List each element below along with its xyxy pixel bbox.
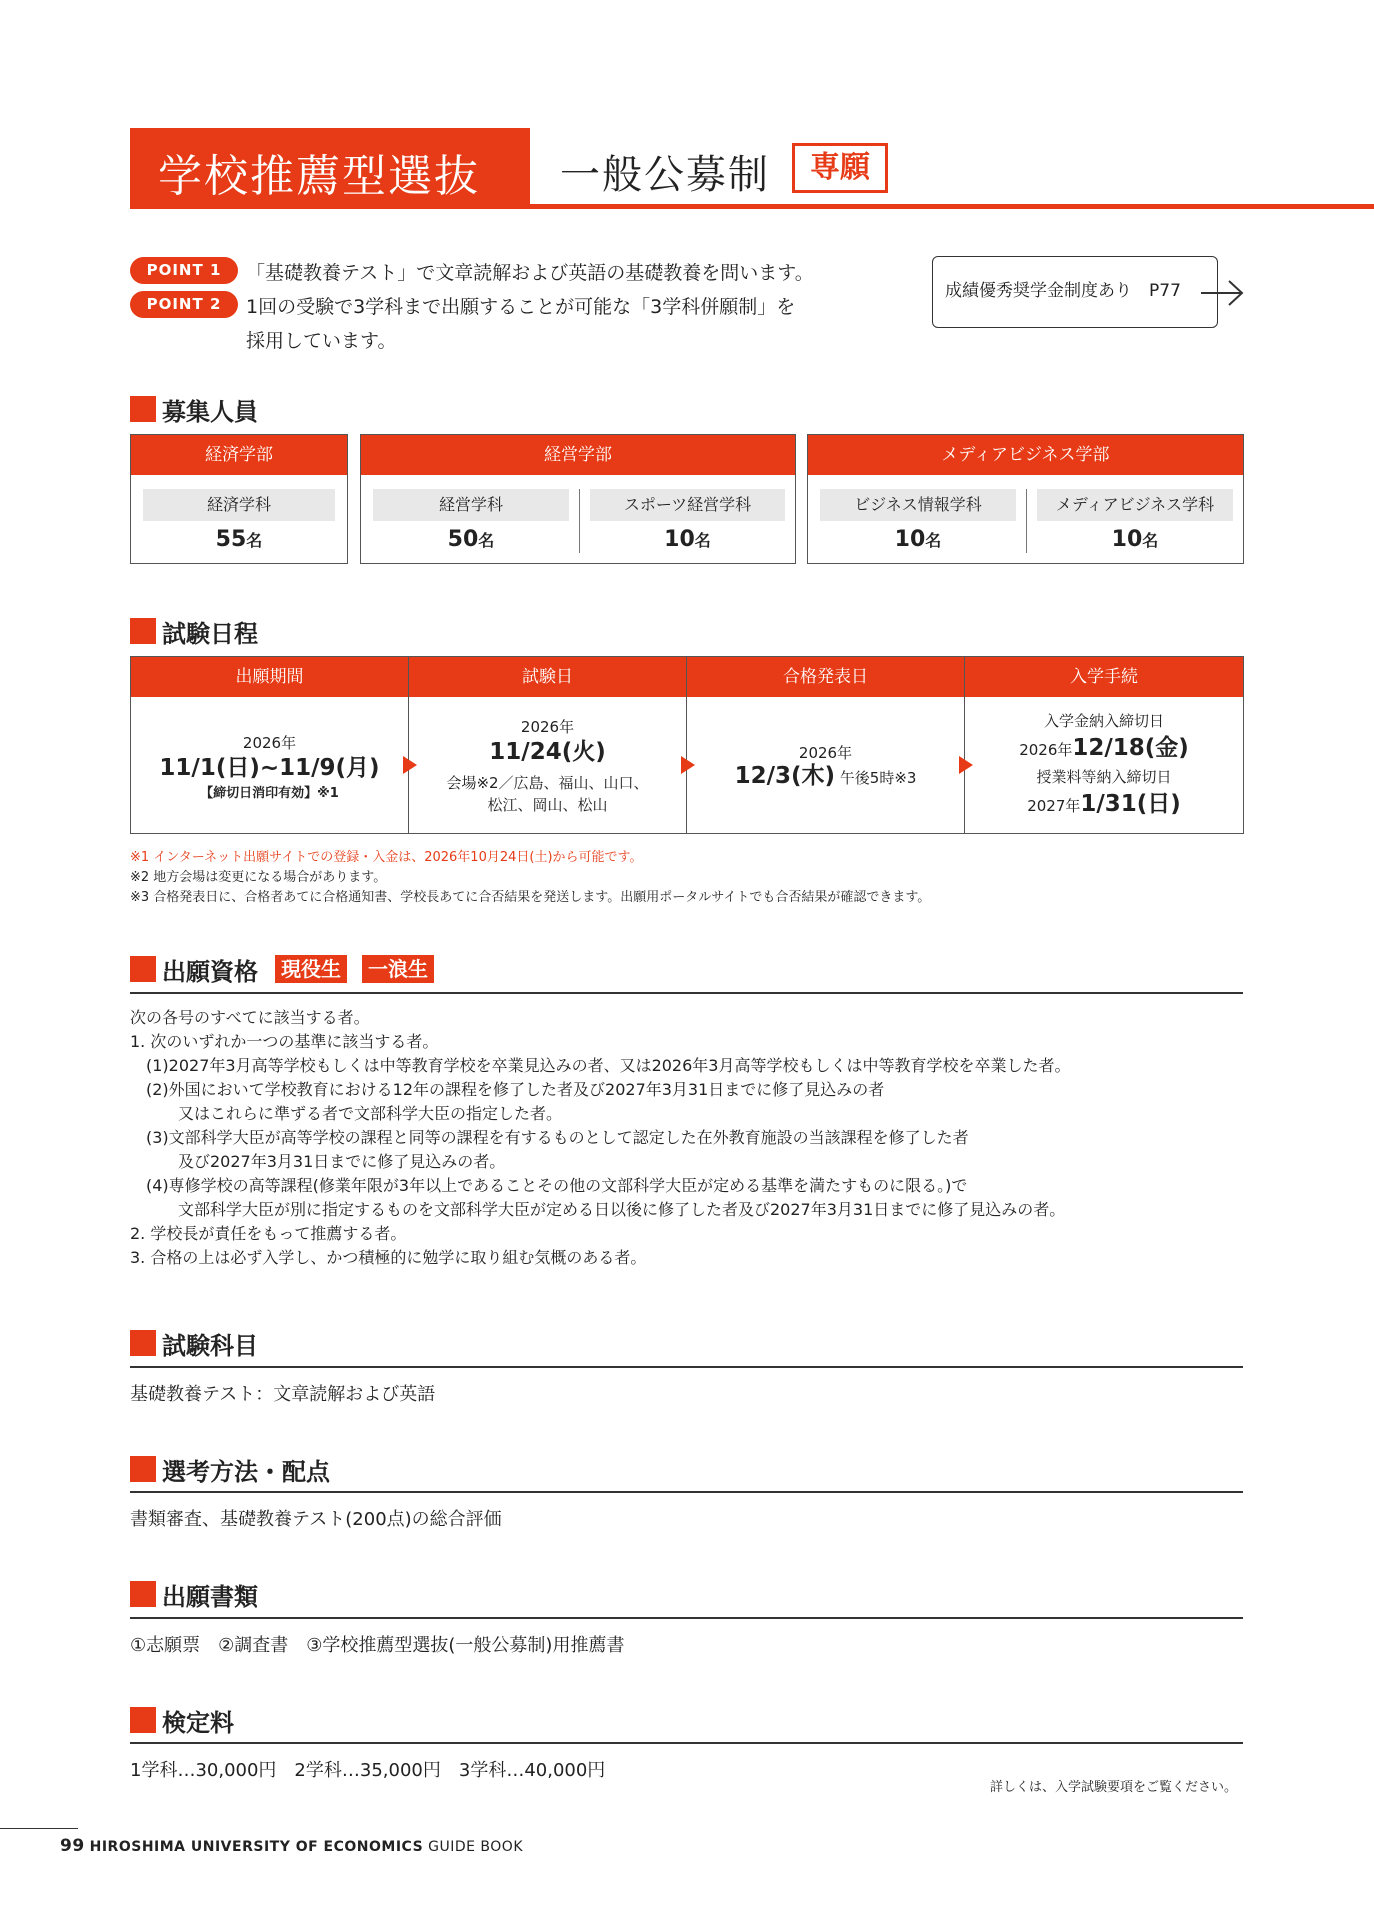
header-badge: 専願 (792, 143, 888, 193)
guide-book-label: GUIDE BOOK (428, 1839, 524, 1855)
header-rule (130, 204, 1374, 209)
schedule-header-application: 出願期間 (131, 657, 408, 697)
dept-name: スポーツ経営学科 (590, 489, 785, 521)
section-heading: 出願資格 (162, 958, 258, 986)
eligibility-line: (4)専修学校の高等課程(修業年限が3年以上であることその他の文部科学大臣が定める基準を満たすものに限る。)で (130, 1176, 968, 1195)
schedule-header-procedure: 入学手続 (965, 657, 1243, 697)
section-heading: 選考方法・配点 (162, 1458, 330, 1486)
year: 2026年 (520, 718, 575, 736)
dept-name: メディアビジネス学科 (1037, 489, 1233, 521)
result-datetime: 12/3(木) 午後5時※3 (734, 763, 917, 789)
dept-count: 55名 (215, 527, 263, 552)
dept-count: 10名 (664, 527, 711, 552)
column-divider (1026, 489, 1027, 553)
school-name: HIROSHIMA UNIVERSITY OF ECONOMICS (89, 1839, 424, 1855)
exam-date: 11/24(火) (489, 739, 606, 765)
section-marker (130, 956, 156, 982)
eligibility-line: 文部科学大臣が別に指定するものを文部科学大臣が定める日以後に修了した者及び2027年3月31日までに修了見込みの者。 (130, 1200, 1066, 1219)
eligibility-line: (3)文部科学大臣が高等学校の課程と同等の課程を有するものとして認定した在外教育施設の当該課程を修了した者 (130, 1128, 969, 1147)
faculty-name: メディアビジネス学部 (808, 435, 1243, 475)
schedule-note-2: ※2 地方会場は変更になる場合があります。 (130, 870, 387, 885)
page-title: 学校推薦型選抜 (158, 151, 480, 202)
eligibility-line: 3. 合格の上は必ず入学し、かつ積極的に勉学に取り組む気概のある者。 (130, 1248, 647, 1267)
section-rule (130, 1617, 1243, 1619)
schedule-cell-application (131, 697, 408, 834)
scholarship-link-box[interactable] (932, 256, 1218, 328)
faculty-management (360, 434, 796, 564)
section-marker (130, 1330, 156, 1356)
venue-line-2: 松江、岡山、松山 (487, 796, 608, 814)
schedule-cell-result (687, 697, 964, 834)
dept-name: ビジネス情報学科 (820, 489, 1016, 521)
schedule-header-result: 合格発表日 (687, 657, 964, 697)
section-marker (130, 1456, 156, 1482)
subjects-text: 基礎教養テスト：文章読解および英語 (130, 1384, 436, 1405)
schedule-cell-procedure (965, 697, 1243, 834)
section-marker (130, 1707, 156, 1733)
eligibility-line: 1. 次のいずれか一つの基準に該当する者。 (130, 1032, 439, 1051)
section-rule (130, 1366, 1243, 1368)
schedule-note-1: ※1 インターネット出願サイトでの登録・入金は、2026年10月24日(土)から可能です。 (130, 850, 643, 865)
section-heading: 試験科目 (162, 1332, 258, 1360)
dept-name: 経営学科 (373, 489, 569, 521)
point-2-badge: POINT 2 (130, 291, 238, 318)
selection-text: 書類審査、基礎教養テスト(200点)の総合評価 (130, 1509, 502, 1530)
tuition-date: 2027年1/31(日) (1027, 791, 1181, 817)
flow-arrow-icon (403, 756, 417, 774)
eligibility-line: 及び2027年3月31日までに修了見込みの者。 (130, 1152, 506, 1171)
dept-count: 10名 (894, 527, 942, 552)
section-heading: 検定料 (162, 1709, 234, 1737)
eligibility-line: 2. 学校長が責任をもって推薦する者。 (130, 1224, 407, 1243)
eligibility-list (130, 1006, 1070, 1270)
dept-count: 50名 (447, 527, 495, 552)
point-1-badge: POINT 1 (130, 257, 238, 284)
fee-text: 1学科…30,000円 2学科…35,000円 3学科…40,000円 (130, 1760, 606, 1781)
section-marker (130, 396, 156, 422)
section-rule (130, 1742, 1243, 1744)
footer-note: 詳しくは、入学試験要項をご覧ください。 (990, 1780, 1238, 1795)
admission-fee-label: 入学金納入締切日 (1043, 712, 1164, 730)
section-heading: 試験日程 (162, 620, 258, 648)
section-marker (130, 1581, 156, 1607)
application-dates: 11/1(日)~11/9(月) (159, 755, 380, 781)
tuition-label: 授業料等納入締切日 (1036, 768, 1172, 786)
schedule-header-exam: 試験日 (409, 657, 686, 697)
flow-arrow-icon (959, 756, 973, 774)
section-rule (130, 992, 1243, 994)
section-heading: 募集人員 (162, 398, 258, 426)
faculty-name: 経営学部 (361, 435, 795, 475)
dept-count: 10名 (1111, 527, 1159, 552)
schedule-cell-exam (409, 697, 686, 834)
section-heading: 出願書類 (162, 1583, 258, 1611)
point-2-text: 1回の受験で3学科まで出願することが可能な「3学科併願制」を (246, 296, 796, 318)
dept-name: 経済学科 (143, 489, 335, 521)
footer (60, 1836, 523, 1856)
column-divider (579, 489, 580, 553)
year: 2026年 (242, 734, 297, 752)
schedule-table (130, 656, 1244, 834)
scholarship-text: 成績優秀奨学金制度あり P77 (945, 281, 1181, 301)
page-subtitle: 一般公募制 (560, 152, 770, 198)
faculty-economics (130, 434, 348, 564)
page-number: 99 (60, 1836, 85, 1856)
section-rule (130, 1491, 1243, 1493)
eligibility-line: (1)2027年3月高等学校もしくは中等教育学校を卒業見込みの者、又は2026年3月高等学校もしくは中等教育学校を卒業した者。 (130, 1056, 1071, 1075)
point-1-text: 「基礎教養テスト」で文章読解および英語の基礎教養を問います。 (246, 262, 814, 284)
section-marker (130, 618, 156, 644)
year: 2026年 (798, 744, 853, 762)
tag-current-student: 現役生 (275, 955, 347, 983)
tag-ronin-student: 一浪生 (362, 955, 434, 983)
admission-fee-date: 2026年12/18(金) (1019, 735, 1189, 761)
arrow-right-icon (1201, 278, 1245, 308)
deadline-note: 【締切日消印有効】※1 (200, 786, 339, 801)
schedule-note-3: ※3 合格発表日に、合格者あてに合格通知書、学校長あてに合否結果を発送します。出願用ポータルサイトでも合否結果が確認できます。 (130, 890, 931, 905)
footer-rule (0, 1828, 78, 1829)
faculty-media-business (807, 434, 1244, 564)
documents-text: ①志願票 ②調査書 ③学校推薦型選抜(一般公募制)用推薦書 (130, 1635, 625, 1656)
venue-line-1: 会場※2／広島、福山、山口、 (446, 774, 649, 792)
faculty-name: 経済学部 (131, 435, 347, 475)
flow-arrow-icon (681, 756, 695, 774)
eligibility-line: 又はこれらに準ずる者で文部科学大臣の指定した者。 (130, 1104, 563, 1123)
eligibility-line: 次の各号のすべてに該当する者。 (130, 1008, 370, 1027)
point-2-text-cont: 採用しています。 (246, 330, 397, 352)
eligibility-line: (2)外国において学校教育における12年の課程を修了した者及び2027年3月31日までに修了見込みの者 (130, 1080, 885, 1099)
